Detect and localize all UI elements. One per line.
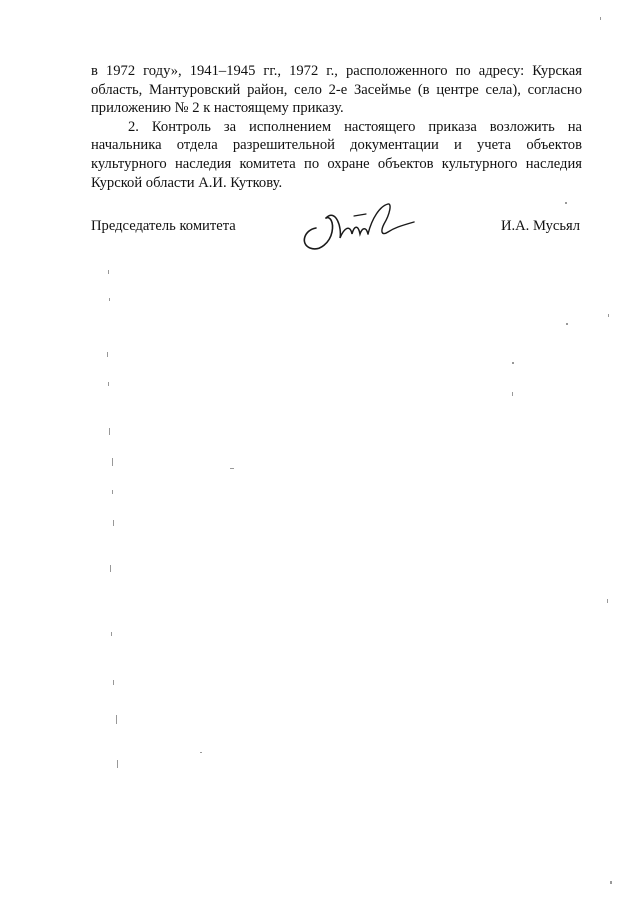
paragraph-2-line-3: культурного наследия комитета по охране объектов культурного наследия	[91, 155, 582, 172]
signatory-name: И.А. Мусьял	[500, 218, 580, 234]
paragraph-2-line-4: Курской области А.И. Куткову.	[91, 174, 283, 191]
handwritten-signature	[296, 198, 426, 258]
paragraph-1-line-3: приложению № 2 к настоящему приказу.	[91, 100, 344, 117]
document-body	[91, 62, 582, 192]
paragraph-2-line-1: 2. Контроль за исполнением настоящего приказа возложить на	[128, 118, 582, 135]
paragraph-2-line-2: начальника отдела разрешительной документации и учета объектов	[91, 137, 582, 154]
signature-block	[91, 216, 582, 256]
signatory-position: Председатель комитета	[91, 218, 236, 234]
paragraph-1-line-2: область, Мантуровский район, село 2-е Засеймье (в центре села), согласно	[91, 81, 582, 98]
paragraph-1-line-1: в 1972 году», 1941–1945 гг., 1972 г., расположенного по адресу: Курская	[91, 63, 582, 79]
